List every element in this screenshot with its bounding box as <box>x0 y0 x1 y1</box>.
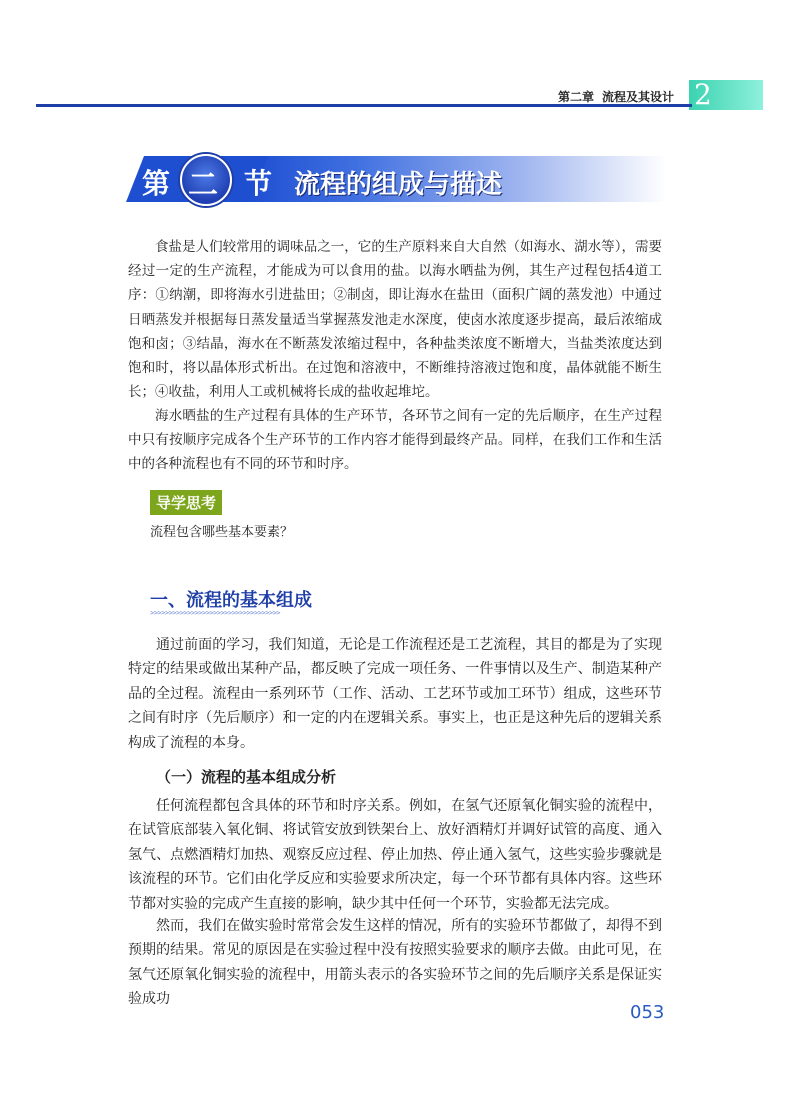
banner-di: 第 <box>142 167 171 200</box>
chapter-number: 2 <box>694 78 712 111</box>
section-title: 流程的组成与描述 <box>294 170 503 200</box>
guide-question: 流程包含哪些基本要素？ <box>150 525 294 540</box>
guide-label: 导学思考 <box>150 490 222 515</box>
subsection-paragraph-2: 然而，我们在做实验时常常会发生这样的情况，所有的实验环节都做了，却得不到预期的结果。常见的原因是在实验过程中没有按照实验要求的顺序去做。由此可见，在氢气还原氧化铜实验的流程中，用箭头表示的各实验环节之间的先后顺序关系是保证实验成功 <box>128 918 662 1008</box>
header-rule <box>36 104 692 107</box>
heading-decoration: >>>>>>>>>>>>>>>>>>>>>>>>>>>>>>>>>>> <box>150 609 281 617</box>
intro-paragraph-1: 食盐是人们较常用的调味品之一，它的生产原料来自大自然（如海水、湖水等），需要经过一定的生产流程，才能成为可以食用的盐。以海水晒盐为例，其生产过程包括4道工序：①纳潮，即将海水引进盐田；②制卤，即让海水在盐田（面积广阔的蒸发池）中通过日晒蒸发并根据每日蒸发量适当掌握蒸发池走水深度，使卤水浓度逐步提高，最后浓缩成饱和卤；③结晶，海水在不断蒸发浓缩过程中，各种盐类浓度不断增大，当盐类浓度达到饱和时，将以晶体形式析出。在过饱和溶液中，不断维持溶液过饱和度，晶体就能不断生长；④收盐，利用人工或机械将长成的盐收起堆坨。 <box>128 239 662 401</box>
banner-section-number: 二 <box>188 168 218 203</box>
subsection-heading: （一）流程的基本组成分析 <box>156 768 337 786</box>
section-paragraph: 通过前面的学习，我们知道，无论是工作流程还是工艺流程，其目的都是为了实现特定的结果或做出某种产品，都反映了完成一项任务、一件事情以及生产、制造某种产品的全过程。流程由一系列环节（工作、活动、工艺环节或加工环节）组成，这些环节之间有时序（先后顺序）和一定的内在逻辑关系。事实上，也正是这种先后的逻辑关系构成了流程的本身。 <box>128 637 662 751</box>
chapter-label: 第二章 <box>558 90 595 104</box>
chapter-title: 流程及其设计 <box>602 90 675 104</box>
page-number: 053 <box>630 1002 665 1023</box>
intro-paragraph-2: 海水晒盐的生产过程有具体的生产环节，各环节之间有一定的先后顺序，在生产过程中只有按顺序完成各个生产环节的工作内容才能得到最终产品。同样，在我们工作和生活中的各种流程也有不同的环节和时序。 <box>128 408 662 473</box>
subsection-paragraph-1: 任何流程都包含具体的环节和时序关系。例如，在氢气还原氧化铜实验的流程中，在试管底部装入氧化铜、将试管安放到铁架台上、放好酒精灯并调好试管的高度、通入氢气、点燃酒精灯加热、观察反应过程、停止加热、停止通入氢气，这些实验步骤就是该流程的环节。它们由化学反应和实验要求所决定，每一个环节都有具体内容。这些环节都对实验的完成产生直接的影响，缺少其中任何一个环节，实验都无法完成。 <box>128 798 662 912</box>
running-header <box>558 88 674 105</box>
banner-jie: 节 <box>244 167 273 200</box>
section-banner <box>126 156 666 202</box>
section-heading: 一、流程的基本组成 <box>150 590 312 611</box>
